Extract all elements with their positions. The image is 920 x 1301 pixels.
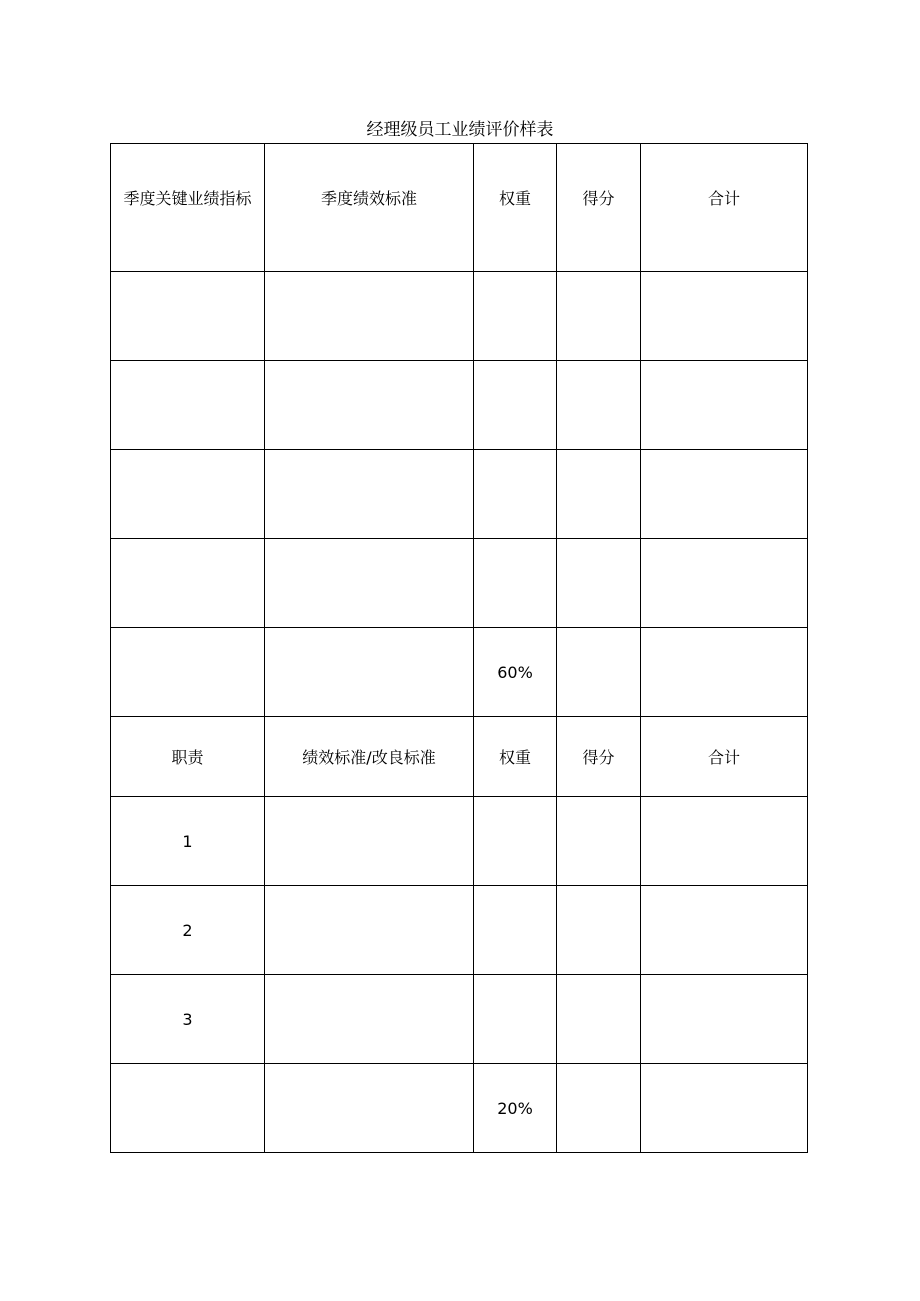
- table-cell: [111, 1064, 265, 1153]
- duty-number: 1: [111, 797, 265, 886]
- table-cell: [265, 450, 474, 539]
- header-cell-kpi: 季度关键业绩指标: [111, 144, 265, 272]
- header-cell-standard: 季度绩效标准: [265, 144, 474, 272]
- table-cell: [557, 539, 641, 628]
- header-cell-score: 得分: [557, 144, 641, 272]
- table-cell: [557, 361, 641, 450]
- table-cell: [265, 797, 474, 886]
- table-row: [111, 272, 808, 361]
- header-cell-total: 合计: [641, 717, 808, 797]
- header-cell-duty: 职责: [111, 717, 265, 797]
- table-cell: [641, 450, 808, 539]
- table-cell: [474, 450, 557, 539]
- table-row: [111, 797, 808, 886]
- table-cell: [641, 361, 808, 450]
- table-cell: [265, 975, 474, 1064]
- table-cell: [641, 886, 808, 975]
- table-row: [111, 539, 808, 628]
- table-cell: [265, 1064, 474, 1153]
- table-cell: [641, 628, 808, 717]
- duty-weight-value: 20%: [474, 1064, 557, 1153]
- table-cell: [557, 272, 641, 361]
- header-cell-score: 得分: [557, 717, 641, 797]
- table-cell: [111, 272, 265, 361]
- table-cell: [474, 975, 557, 1064]
- kpi-weight-value: 60%: [474, 628, 557, 717]
- table-cell: [557, 450, 641, 539]
- table-cell: [474, 361, 557, 450]
- evaluation-table: [110, 143, 808, 1153]
- table-cell: [557, 975, 641, 1064]
- table-cell: [557, 1064, 641, 1153]
- header-cell-total: 合计: [641, 144, 808, 272]
- table-row: [111, 361, 808, 450]
- duty-weight-row: [111, 1064, 808, 1153]
- table-cell: [265, 886, 474, 975]
- document-title: 经理级员工业绩评价样表: [366, 120, 554, 140]
- table-cell: [111, 539, 265, 628]
- table-cell: [474, 539, 557, 628]
- header-cell-weight: 权重: [474, 144, 557, 272]
- table-cell: [111, 450, 265, 539]
- table-cell: [265, 628, 474, 717]
- duty-number: 3: [111, 975, 265, 1064]
- kpi-header-row: [111, 144, 808, 272]
- table-row: [111, 886, 808, 975]
- table-cell: [641, 272, 808, 361]
- table-cell: [557, 797, 641, 886]
- table-cell: [474, 886, 557, 975]
- table-row: [111, 975, 808, 1064]
- table-cell: [557, 886, 641, 975]
- table-cell: [111, 628, 265, 717]
- table-cell: [557, 628, 641, 717]
- table-cell: [111, 361, 265, 450]
- table-cell: [265, 361, 474, 450]
- table-cell: [641, 539, 808, 628]
- table-row: [111, 450, 808, 539]
- duty-number: 2: [111, 886, 265, 975]
- table-cell: [265, 539, 474, 628]
- table-cell: [265, 272, 474, 361]
- table-cell: [641, 797, 808, 886]
- table-cell: [641, 1064, 808, 1153]
- header-cell-improve-standard: 绩效标准/改良标准: [265, 717, 474, 797]
- table-cell: [474, 797, 557, 886]
- duty-header-row: [111, 717, 808, 797]
- table-cell: [641, 975, 808, 1064]
- header-cell-weight: 权重: [474, 717, 557, 797]
- kpi-weight-row: [111, 628, 808, 717]
- table-cell: [474, 272, 557, 361]
